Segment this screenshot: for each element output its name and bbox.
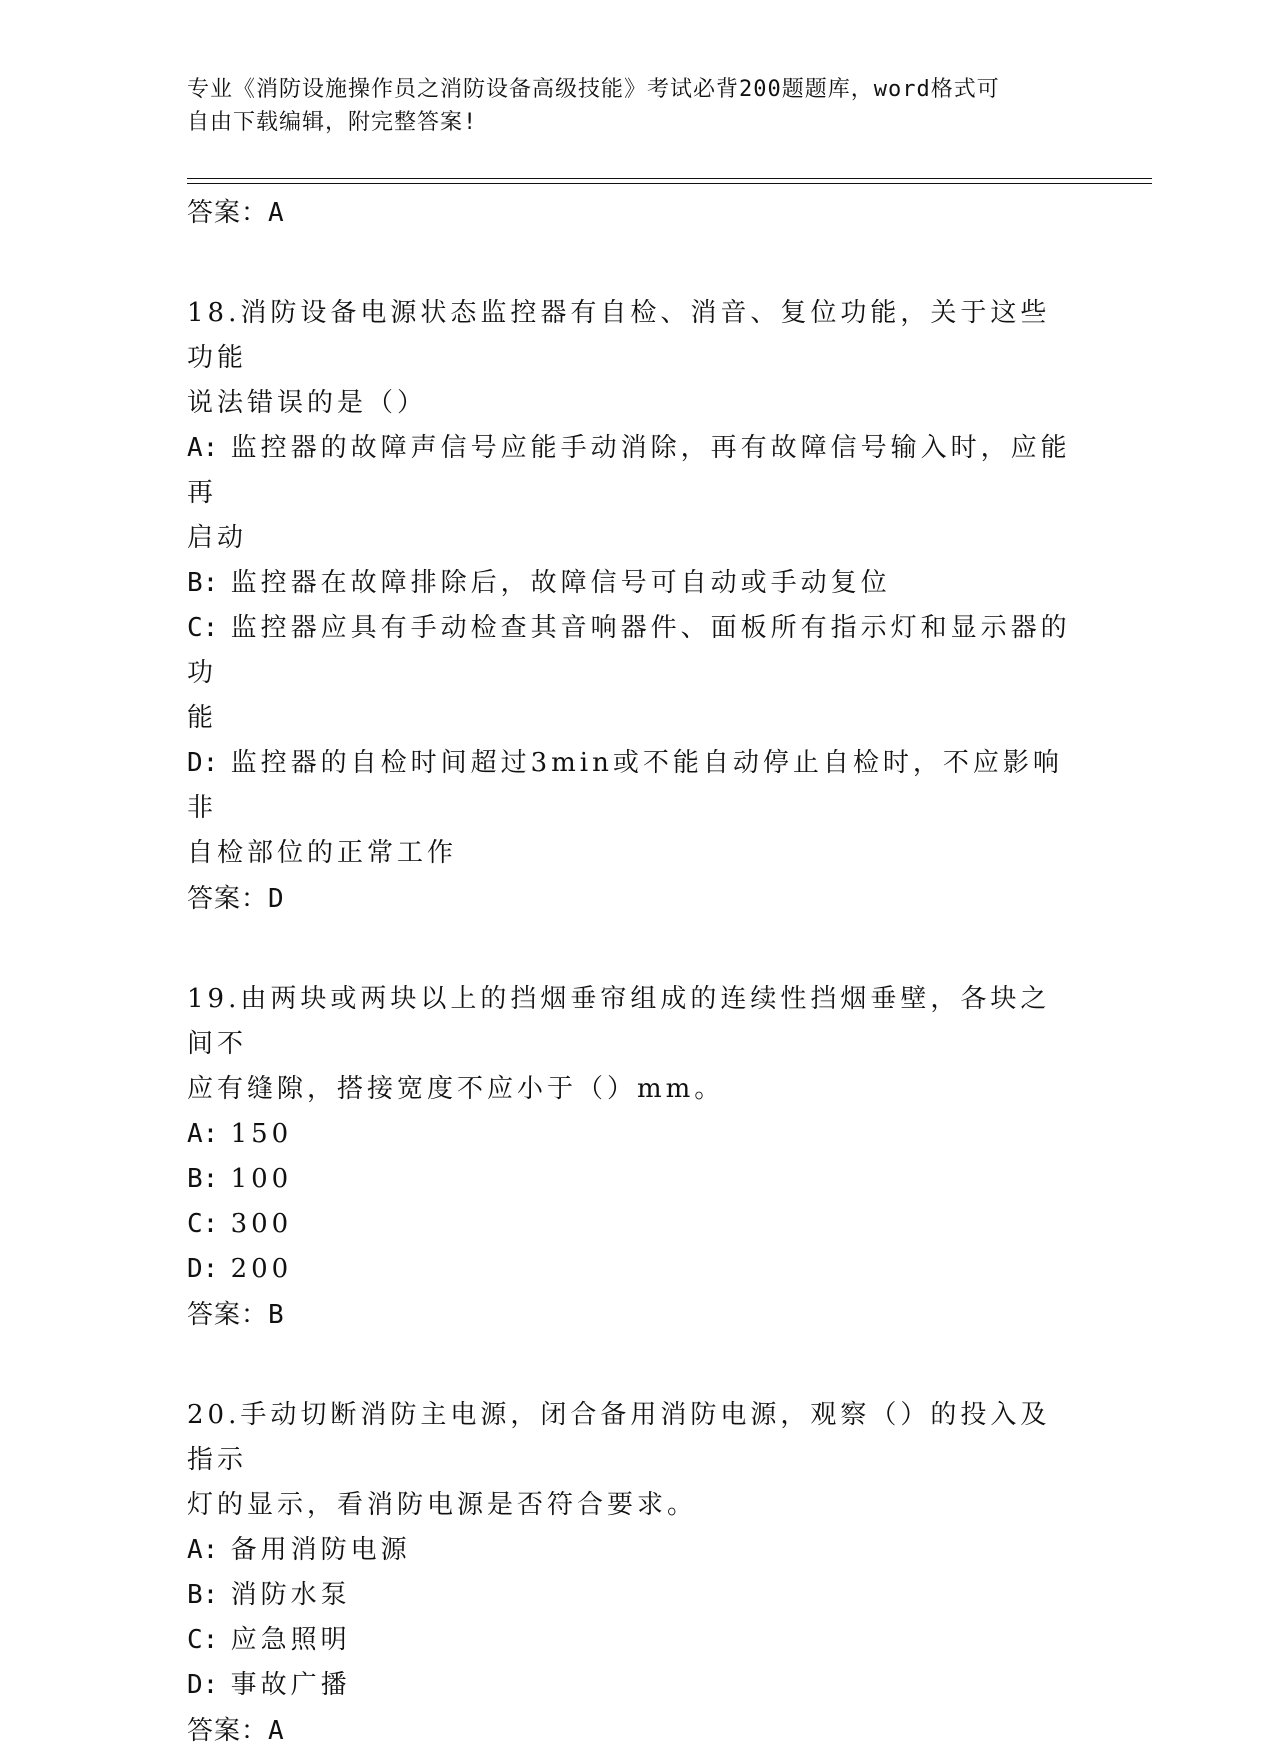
question-stem-line: 说法错误的是（） (187, 388, 428, 418)
option-d (187, 1663, 1077, 1708)
option-letter: B: (187, 1580, 219, 1610)
option-a (187, 1528, 1077, 1573)
option-b (187, 561, 1077, 606)
question-19 (187, 977, 1077, 1338)
question-20 (187, 1393, 1077, 1754)
option-letter: D: (187, 748, 219, 778)
option-text-continued: 能 (187, 703, 218, 733)
option-letter: B: (187, 568, 219, 598)
option-a (187, 1112, 1077, 1157)
option-text: 100 (230, 1164, 293, 1194)
question-18 (187, 291, 1077, 922)
question-stem-line: 20.手动切断消防主电源，闭合备用消防电源，观察（）的投入及指示 (187, 1400, 1051, 1475)
option-letter: C: (187, 1209, 219, 1239)
option-c (187, 606, 1077, 741)
option-text-continued: 自检部位的正常工作 (187, 838, 458, 868)
header-divider (187, 178, 1152, 184)
document-header (187, 73, 1067, 139)
header-line-2: 自由下载编辑，附完整答案! (187, 110, 478, 135)
question-stem-line: 灯的显示，看消防电源是否符合要求。 (187, 1490, 698, 1520)
answer-20: 答案：A (187, 1716, 285, 1746)
option-b (187, 1573, 1077, 1618)
option-text: 消防水泵 (230, 1580, 351, 1610)
option-text: 200 (230, 1254, 293, 1284)
option-text: 150 (230, 1119, 293, 1149)
question-stem (187, 977, 1077, 1112)
question-stem (187, 291, 1077, 426)
option-text: 300 (230, 1209, 293, 1239)
question-stem-line: 19.由两块或两块以上的挡烟垂帘组成的连续性挡烟垂壁，各块之间不 (187, 984, 1051, 1059)
option-letter: C: (187, 613, 219, 643)
option-text: 应急照明 (230, 1625, 351, 1655)
option-text-continued: 启动 (187, 523, 248, 553)
option-text: 监控器的故障声信号应能手动消除，再有故障信号输入时，应能再 (187, 433, 1071, 508)
header-line-1: 专业《消防设施操作员之消防设备高级技能》考试必背200题题库，word格式可 (187, 77, 1000, 102)
option-letter: A: (187, 433, 219, 463)
option-text: 事故广播 (230, 1670, 351, 1700)
answer-19: 答案：B (187, 1300, 285, 1330)
question-stem (187, 1393, 1077, 1528)
document-body (187, 190, 1077, 1754)
option-letter: A: (187, 1119, 219, 1149)
question-stem-line: 18.消防设备电源状态监控器有自检、消音、复位功能，关于这些功能 (187, 298, 1051, 373)
option-text: 监控器在故障排除后，故障信号可自动或手动复位 (230, 568, 891, 598)
option-letter: B: (187, 1164, 219, 1194)
option-letter: A: (187, 1535, 219, 1565)
answer-18: 答案：D (187, 884, 285, 914)
option-text: 监控器的自检时间超过3min或不能自动停止自检时，不应影响非 (187, 748, 1063, 823)
option-letter: D: (187, 1670, 219, 1700)
question-stem-line: 应有缝隙，搭接宽度不应小于（）mm。 (187, 1074, 725, 1104)
option-a (187, 426, 1077, 561)
option-d (187, 1247, 1077, 1292)
option-text: 监控器应具有手动检查其音响器件、面板所有指示灯和显示器的功 (187, 613, 1071, 688)
option-c (187, 1202, 1077, 1247)
option-c (187, 1618, 1077, 1663)
previous-answer: 答案：A (187, 198, 285, 228)
option-d (187, 741, 1077, 876)
option-text: 备用消防电源 (230, 1535, 411, 1565)
option-letter: D: (187, 1254, 219, 1284)
option-b (187, 1157, 1077, 1202)
option-letter: C: (187, 1625, 219, 1655)
